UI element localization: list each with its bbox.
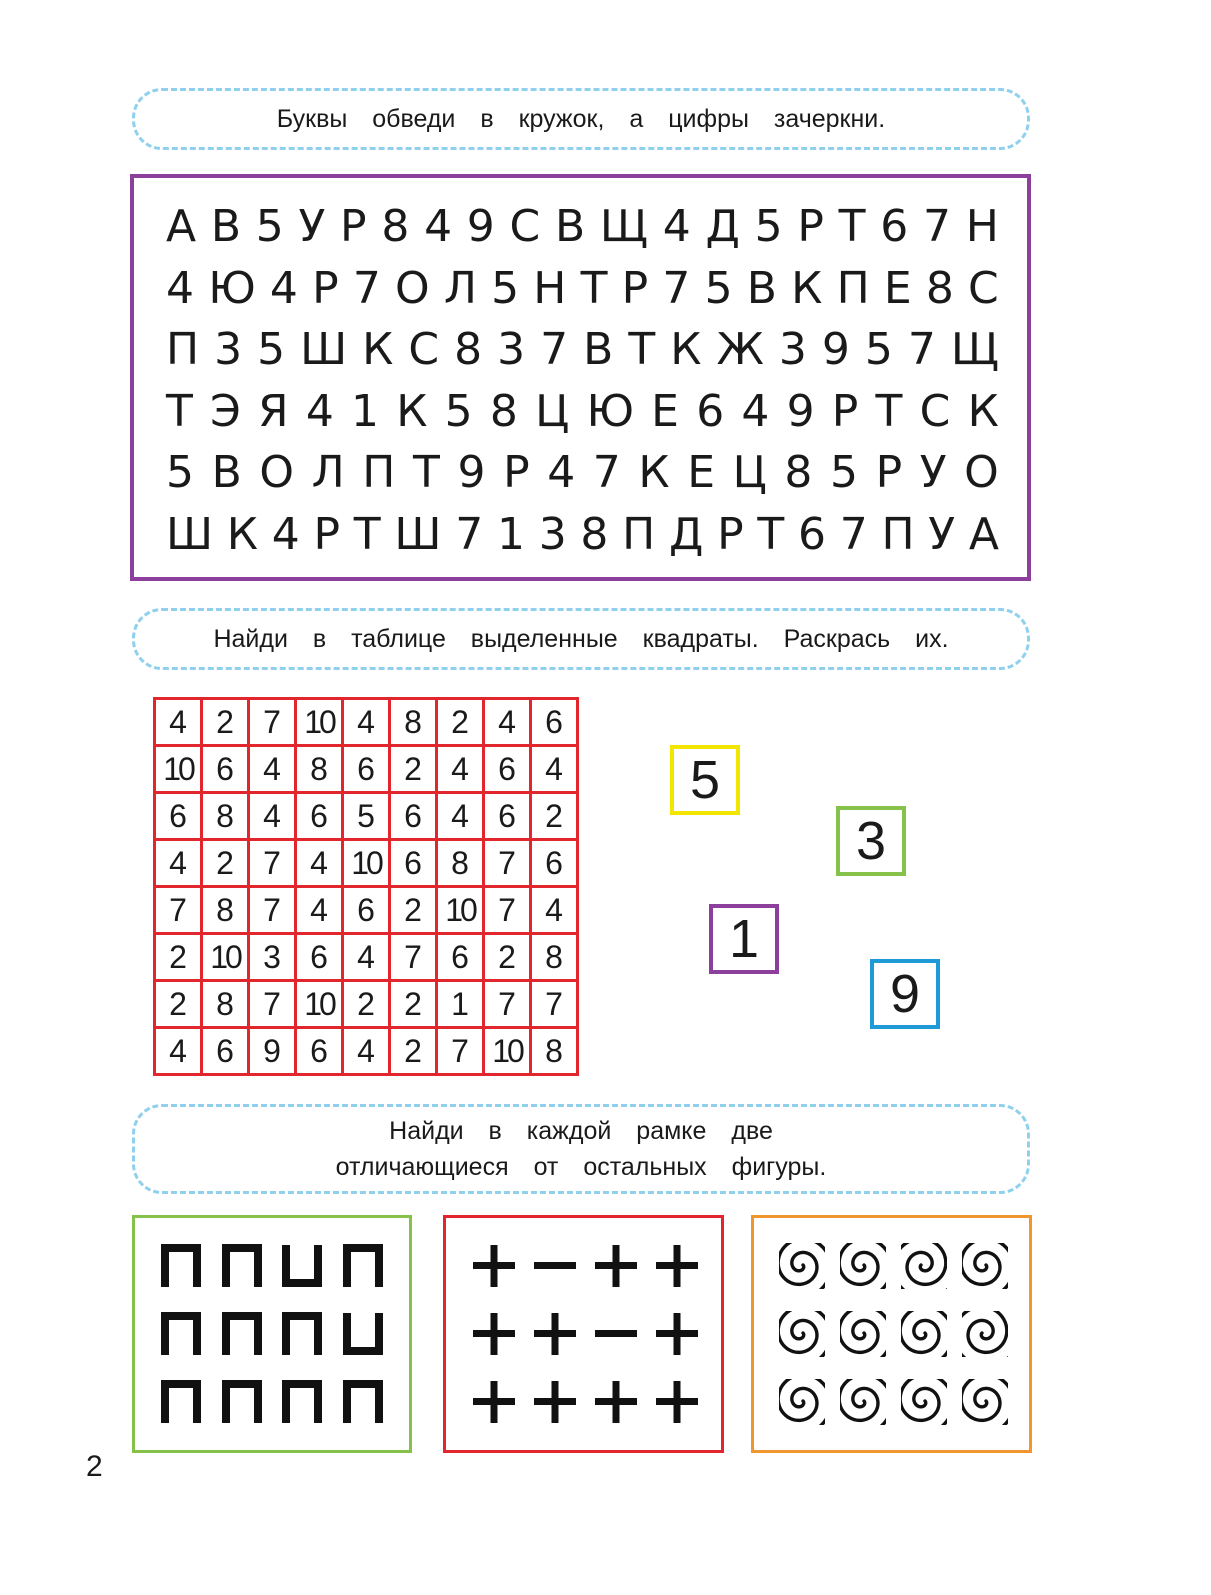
symbol[interactable]: 8 <box>580 508 609 560</box>
plus-icon[interactable] <box>471 1311 517 1357</box>
frame-brackets <box>132 1215 412 1453</box>
number-cell[interactable]: 7 <box>484 887 531 934</box>
spiral-icon[interactable] <box>840 1379 886 1425</box>
bracket-down-icon[interactable] <box>221 1379 267 1425</box>
number-cell[interactable]: 7 <box>249 887 296 934</box>
instruction-text: Найди в таблице выделенные квадраты. Раскрась их. <box>213 625 949 653</box>
symbol[interactable]: К <box>396 385 428 437</box>
letter-row <box>166 442 999 504</box>
symbol[interactable]: 9 <box>466 201 495 252</box>
symbol[interactable]: 4 <box>662 201 691 252</box>
target-square-3[interactable] <box>836 806 906 876</box>
instruction-line-2: отличающиеся от остальных фигуры. <box>335 1153 827 1181</box>
symbol[interactable]: 7 <box>662 262 691 314</box>
number-cell[interactable]: 4 <box>531 746 578 793</box>
number-cell[interactable]: 2 <box>390 887 437 934</box>
number-cell[interactable]: 8 <box>202 793 249 840</box>
symbol[interactable]: У <box>298 201 326 252</box>
symbol[interactable]: 9 <box>821 324 850 375</box>
number-cell[interactable]: 8 <box>531 1028 578 1075</box>
symbol[interactable]: 3 <box>538 508 567 560</box>
number-cell[interactable]: 6 <box>484 793 531 840</box>
plus-icon[interactable] <box>593 1243 639 1289</box>
symbol[interactable]: 8 <box>784 447 813 498</box>
target-square-5[interactable] <box>670 745 740 815</box>
symbol[interactable]: Р <box>313 508 341 560</box>
symbol[interactable]: Р <box>503 447 530 498</box>
instruction-find-squares <box>132 608 1030 670</box>
symbol[interactable]: Ж <box>716 324 764 375</box>
symbol[interactable]: У <box>928 508 956 560</box>
number-cell[interactable]: 4 <box>343 1028 390 1075</box>
spiral-icon[interactable] <box>962 1379 1008 1425</box>
plus-icon[interactable] <box>654 1243 700 1289</box>
symbol[interactable]: 7 <box>592 447 621 498</box>
number-cell[interactable]: 4 <box>296 887 343 934</box>
symbol[interactable]: 1 <box>351 385 380 437</box>
symbol[interactable]: 6 <box>880 201 909 252</box>
number-cell[interactable]: 3 <box>249 934 296 981</box>
bracket-up-icon[interactable] <box>281 1243 327 1289</box>
symbol[interactable]: Ю <box>208 262 256 314</box>
table-row <box>155 793 578 840</box>
spiral-icon[interactable] <box>901 1379 947 1425</box>
number-cell[interactable]: 6 <box>296 934 343 981</box>
number-cell[interactable]: 6 <box>484 746 531 793</box>
table-row <box>155 1028 578 1075</box>
frame-plus-minus <box>443 1215 724 1453</box>
number-cell[interactable]: 8 <box>296 746 343 793</box>
plus-icon[interactable] <box>532 1311 578 1357</box>
symbol[interactable]: 4 <box>424 201 453 252</box>
number-cell[interactable]: 6 <box>343 887 390 934</box>
symbol[interactable]: А <box>166 201 197 252</box>
number-cell[interactable]: 7 <box>437 1028 484 1075</box>
page-number: 2 <box>86 1450 103 1483</box>
symbol[interactable]: Э <box>210 385 241 437</box>
symbol[interactable]: Т <box>628 324 656 375</box>
bracket-down-icon[interactable] <box>221 1243 267 1289</box>
symbol[interactable]: Я <box>258 385 289 437</box>
symbol[interactable]: 7 <box>907 324 936 375</box>
number-cell[interactable]: 2 <box>484 934 531 981</box>
symbol[interactable]: Р <box>797 201 824 252</box>
symbol[interactable]: 5 <box>864 324 893 375</box>
letter-row <box>166 319 999 381</box>
number-cell[interactable]: 6 <box>437 934 484 981</box>
symbol[interactable]: Т <box>353 508 381 560</box>
symbol[interactable]: Ш <box>300 324 348 375</box>
number-cell[interactable]: 10 <box>296 981 343 1028</box>
number-table <box>153 697 579 1076</box>
symbol[interactable]: Е <box>651 385 679 437</box>
symbol[interactable]: 3 <box>214 324 243 375</box>
instruction-find-different <box>132 1104 1030 1194</box>
instruction-line-1: Найди в каждой рамке две <box>389 1117 773 1145</box>
symbol[interactable]: Р <box>831 385 859 437</box>
spiral-reversed-icon[interactable] <box>901 1243 947 1289</box>
number-cell[interactable]: 6 <box>531 840 578 887</box>
number-cell[interactable]: 4 <box>155 1028 202 1075</box>
frame-spirals <box>751 1215 1032 1453</box>
number-cell[interactable]: 6 <box>155 793 202 840</box>
plus-icon[interactable] <box>532 1379 578 1425</box>
symbol[interactable]: Т <box>757 508 785 560</box>
table-row <box>155 887 578 934</box>
bracket-down-icon[interactable] <box>342 1243 388 1289</box>
symbol[interactable]: К <box>226 508 259 560</box>
number-cell[interactable]: 6 <box>296 1028 343 1075</box>
target-value: 1 <box>728 909 760 969</box>
symbol[interactable]: П <box>362 447 396 498</box>
symbol[interactable]: О <box>964 447 999 498</box>
spiral-icon[interactable] <box>779 1379 825 1425</box>
number-cell[interactable]: 2 <box>437 699 484 746</box>
symbol[interactable]: Р <box>312 262 339 314</box>
number-cell[interactable]: 8 <box>390 699 437 746</box>
plus-icon[interactable] <box>654 1311 700 1357</box>
number-cell[interactable]: 7 <box>155 887 202 934</box>
number-cell[interactable]: 6 <box>202 746 249 793</box>
plus-icon[interactable] <box>471 1379 517 1425</box>
symbol[interactable]: А <box>968 508 999 560</box>
symbol[interactable]: К <box>362 324 394 375</box>
symbol[interactable]: П <box>881 508 915 560</box>
symbol[interactable]: 5 <box>754 201 783 252</box>
symbol[interactable]: Д <box>668 508 704 560</box>
symbol[interactable]: 4 <box>305 385 334 437</box>
symbol[interactable]: 8 <box>454 324 483 375</box>
symbol[interactable]: Д <box>705 201 740 252</box>
number-cell[interactable]: 7 <box>249 840 296 887</box>
instruction-circle-letters <box>132 88 1030 150</box>
symbol[interactable]: 7 <box>540 324 569 375</box>
bracket-down-icon[interactable] <box>160 1243 206 1289</box>
number-cell[interactable]: 6 <box>202 1028 249 1075</box>
number-cell[interactable]: 7 <box>390 934 437 981</box>
minus-icon[interactable] <box>593 1311 639 1357</box>
number-cell[interactable]: 9 <box>249 1028 296 1075</box>
symbol[interactable]: Щ <box>599 201 649 252</box>
spiral-icon[interactable] <box>779 1311 825 1357</box>
bracket-down-icon[interactable] <box>160 1379 206 1425</box>
symbol[interactable]: 5 <box>830 447 858 498</box>
table-row <box>155 934 578 981</box>
letter-row <box>166 381 999 443</box>
symbol[interactable]: 4 <box>269 262 298 314</box>
number-cell[interactable]: 1 <box>437 981 484 1028</box>
symbol[interactable]: Л <box>311 447 345 498</box>
letter-row <box>166 196 999 258</box>
number-cell[interactable]: 2 <box>390 746 437 793</box>
symbol[interactable]: П <box>166 324 200 375</box>
number-cell[interactable]: 5 <box>343 793 390 840</box>
symbol[interactable]: В <box>746 262 777 314</box>
symbol[interactable]: 5 <box>491 262 520 314</box>
number-cell[interactable]: 7 <box>484 981 531 1028</box>
number-cell[interactable]: 4 <box>155 699 202 746</box>
symbol[interactable]: В <box>211 447 242 498</box>
bracket-down-icon[interactable] <box>221 1311 267 1357</box>
number-cell[interactable]: 10 <box>202 934 249 981</box>
number-cell[interactable]: 6 <box>390 840 437 887</box>
symbol[interactable]: 8 <box>381 201 410 252</box>
symbol[interactable]: 4 <box>271 508 300 560</box>
plus-icon[interactable] <box>471 1243 517 1289</box>
number-cell[interactable]: 10 <box>296 699 343 746</box>
table-row <box>155 840 578 887</box>
table-row <box>155 746 578 793</box>
target-square-1[interactable] <box>709 904 779 974</box>
spiral-icon[interactable] <box>901 1311 947 1357</box>
symbol[interactable]: 8 <box>489 385 518 437</box>
symbol[interactable]: 7 <box>839 508 868 560</box>
target-value: 3 <box>855 811 887 871</box>
plus-icon[interactable] <box>593 1379 639 1425</box>
number-cell[interactable]: 2 <box>155 981 202 1028</box>
bracket-down-icon[interactable] <box>281 1379 327 1425</box>
symbol[interactable]: Р <box>621 262 649 314</box>
symbol[interactable]: Т <box>875 385 903 437</box>
bracket-down-icon[interactable] <box>281 1311 327 1357</box>
symbol[interactable]: О <box>395 262 430 314</box>
symbol[interactable]: С <box>509 201 541 252</box>
spiral-icon[interactable] <box>962 1243 1008 1289</box>
symbol[interactable]: С <box>968 262 999 314</box>
symbol[interactable]: Ш <box>166 508 214 560</box>
symbol[interactable]: Е <box>687 447 716 498</box>
symbol[interactable]: 5 <box>444 385 473 437</box>
symbol[interactable]: Н <box>965 201 999 252</box>
symbol[interactable]: 7 <box>923 201 951 252</box>
symbol[interactable]: 6 <box>696 385 725 437</box>
target-value: 5 <box>689 750 721 810</box>
number-cell[interactable]: 8 <box>202 887 249 934</box>
minus-icon[interactable] <box>532 1243 578 1289</box>
bracket-down-icon[interactable] <box>160 1311 206 1357</box>
number-cell[interactable]: 8 <box>437 840 484 887</box>
symbol[interactable]: 4 <box>741 385 770 437</box>
symbol[interactable]: 5 <box>704 262 733 314</box>
bracket-up-icon[interactable] <box>342 1311 388 1357</box>
letter-row <box>166 258 999 320</box>
number-cell[interactable]: 10 <box>484 1028 531 1075</box>
number-cell[interactable]: 4 <box>249 793 296 840</box>
number-cell[interactable]: 4 <box>343 934 390 981</box>
plus-icon[interactable] <box>654 1379 700 1425</box>
symbol[interactable]: Е <box>883 262 912 314</box>
number-cell[interactable]: 7 <box>249 981 296 1028</box>
symbol[interactable]: Т <box>580 262 608 314</box>
symbol[interactable]: Т <box>412 447 440 498</box>
letter-row <box>166 504 999 566</box>
number-cell[interactable]: 4 <box>343 699 390 746</box>
symbol[interactable]: 6 <box>798 508 826 560</box>
symbol[interactable]: 1 <box>496 508 525 560</box>
number-cell[interactable]: 4 <box>437 793 484 840</box>
number-cell[interactable]: 2 <box>202 699 249 746</box>
table-row <box>155 981 578 1028</box>
spiral-icon[interactable] <box>840 1311 886 1357</box>
number-cell[interactable]: 7 <box>484 840 531 887</box>
symbol[interactable]: Ш <box>394 508 442 560</box>
symbol[interactable]: Ю <box>586 385 634 437</box>
symbol[interactable]: 4 <box>547 447 576 498</box>
symbol[interactable]: Р <box>717 508 744 560</box>
instruction-text: Буквы обведи в кружок, а цифры зачеркни. <box>276 105 886 133</box>
symbol[interactable]: С <box>408 324 440 375</box>
symbol[interactable]: Ц <box>535 385 570 437</box>
number-cell[interactable]: 2 <box>390 981 437 1028</box>
symbol[interactable]: 9 <box>786 385 815 437</box>
symbol[interactable]: 8 <box>925 262 954 314</box>
number-cell[interactable]: 2 <box>390 1028 437 1075</box>
symbol[interactable]: Ц <box>732 447 767 498</box>
table-row <box>155 699 578 746</box>
number-cell[interactable]: 10 <box>343 840 390 887</box>
symbol[interactable]: 5 <box>255 201 284 252</box>
symbol[interactable]: В <box>555 201 586 252</box>
symbol[interactable]: К <box>967 385 999 437</box>
symbol[interactable]: У <box>919 447 947 498</box>
number-cell[interactable]: 4 <box>296 840 343 887</box>
number-cell[interactable]: 7 <box>249 699 296 746</box>
symbol[interactable]: К <box>791 262 823 314</box>
symbol[interactable]: 5 <box>257 324 286 375</box>
symbol[interactable]: С <box>919 385 951 437</box>
symbol[interactable]: В <box>583 324 614 375</box>
number-cell[interactable]: 2 <box>155 934 202 981</box>
symbol[interactable]: Т <box>166 385 193 437</box>
symbol[interactable]: П <box>836 262 870 314</box>
number-cell[interactable]: 8 <box>202 981 249 1028</box>
symbol[interactable]: Л <box>443 262 477 314</box>
symbol[interactable]: 3 <box>497 324 526 375</box>
number-cell[interactable]: 4 <box>437 746 484 793</box>
number-cell[interactable]: 2 <box>343 981 390 1028</box>
symbol[interactable]: В <box>210 201 242 252</box>
number-cell[interactable]: 6 <box>296 793 343 840</box>
symbol[interactable]: О <box>259 447 295 498</box>
number-cell[interactable]: 10 <box>437 887 484 934</box>
symbol[interactable]: Н <box>533 262 567 314</box>
number-cell[interactable]: 4 <box>155 840 202 887</box>
symbol[interactable]: К <box>670 324 702 375</box>
symbol[interactable]: Щ <box>950 324 999 375</box>
symbol[interactable]: 5 <box>166 447 194 498</box>
number-cell[interactable]: 6 <box>390 793 437 840</box>
symbol[interactable]: К <box>638 447 670 498</box>
number-cell[interactable]: 2 <box>202 840 249 887</box>
symbol[interactable]: П <box>622 508 656 560</box>
number-cell[interactable]: 4 <box>531 887 578 934</box>
symbol[interactable]: 3 <box>778 324 807 375</box>
symbol[interactable]: 7 <box>352 262 381 314</box>
number-cell[interactable]: 8 <box>531 934 578 981</box>
number-cell[interactable]: 6 <box>531 699 578 746</box>
letters-digits-box <box>130 174 1031 581</box>
number-cell[interactable]: 4 <box>484 699 531 746</box>
number-cell[interactable]: 2 <box>531 793 578 840</box>
bracket-down-icon[interactable] <box>342 1379 388 1425</box>
symbol[interactable]: 4 <box>166 262 194 314</box>
number-cell[interactable]: 10 <box>155 746 202 793</box>
spiral-icon[interactable] <box>840 1243 886 1289</box>
symbol[interactable]: Р <box>340 201 367 252</box>
number-cell[interactable]: 4 <box>249 746 296 793</box>
spiral-reversed-icon[interactable] <box>962 1311 1008 1357</box>
symbol[interactable]: 9 <box>457 447 486 498</box>
number-cell[interactable]: 6 <box>343 746 390 793</box>
number-cell[interactable]: 7 <box>531 981 578 1028</box>
symbol[interactable]: Т <box>838 201 866 252</box>
target-value: 9 <box>889 964 921 1024</box>
symbol[interactable]: Р <box>875 447 903 498</box>
target-square-9[interactable] <box>870 959 940 1029</box>
spiral-icon[interactable] <box>779 1243 825 1289</box>
symbol[interactable]: 7 <box>455 508 484 560</box>
